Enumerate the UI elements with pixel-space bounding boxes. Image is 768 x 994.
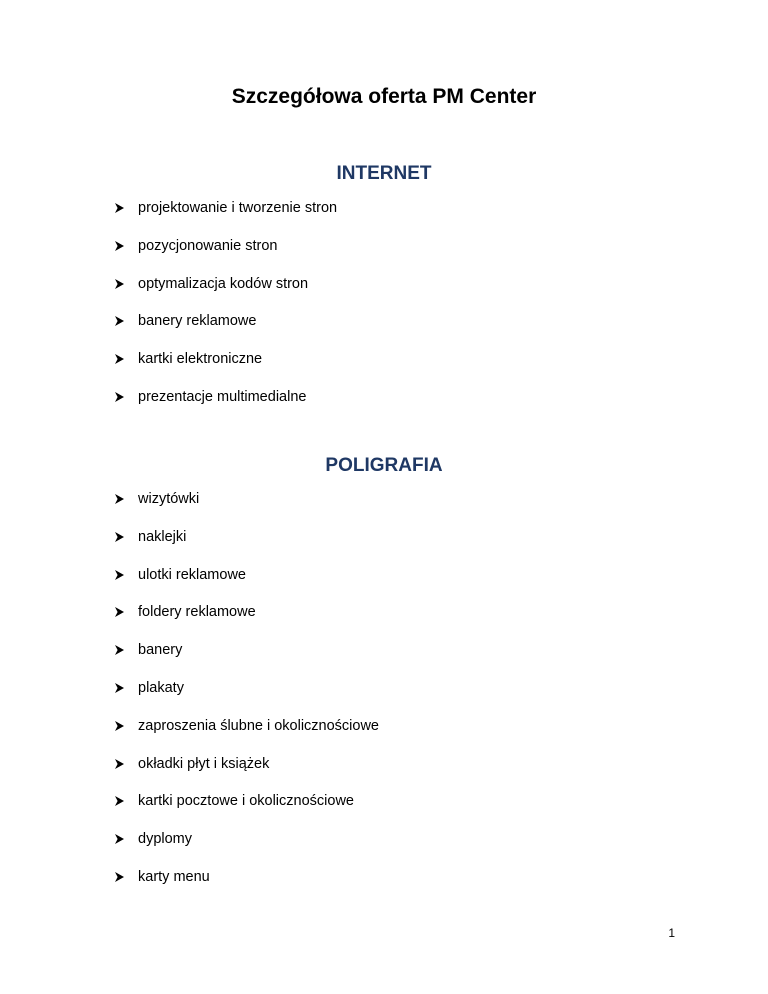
list-item	[114, 490, 379, 528]
list-item	[114, 237, 337, 275]
list-item	[114, 603, 379, 641]
section-heading-poligrafia: POLIGRAFIA	[325, 455, 443, 476]
list-item-label: prezentacje multimedialne	[138, 388, 307, 405]
offer-list-poligrafia	[114, 490, 379, 906]
arrowhead-bullet-icon	[114, 830, 138, 848]
list-item-label: projektowanie i tworzenie stron	[138, 200, 338, 216]
section-heading-internet: INTERNET	[336, 163, 432, 184]
list-item	[114, 275, 337, 313]
arrowhead-bullet-icon	[114, 388, 138, 406]
list-item	[114, 388, 337, 426]
list-item	[114, 717, 379, 755]
list-item	[114, 792, 379, 830]
page-title: Szczegółowa oferta PM Center	[231, 85, 537, 108]
offer-list-internet	[114, 199, 337, 426]
list-item	[114, 868, 379, 906]
page-number: 1	[668, 926, 675, 940]
list-item-label: naklejki	[138, 528, 187, 545]
list-item-label: karty menu	[138, 868, 210, 885]
list-item	[114, 528, 379, 566]
arrowhead-bullet-icon	[114, 868, 138, 886]
arrowhead-bullet-icon	[114, 755, 138, 773]
list-item	[114, 679, 379, 717]
list-item-label: pozycjonowanie stron	[138, 237, 278, 254]
list-item-label: wizytówki	[138, 491, 200, 507]
list-item	[114, 199, 337, 237]
list-item-label: banery	[138, 642, 183, 659]
arrowhead-bullet-icon	[114, 237, 138, 255]
list-item-label: zaproszenia ślubne i okolicznościowe	[138, 717, 379, 734]
list-item-label: foldery reklamowe	[138, 604, 256, 621]
list-item	[114, 350, 337, 388]
list-item	[114, 830, 379, 868]
arrowhead-bullet-icon	[114, 717, 138, 735]
arrowhead-bullet-icon	[114, 350, 138, 368]
list-item	[114, 755, 379, 793]
arrowhead-bullet-icon	[114, 679, 138, 697]
list-item-label: ulotki reklamowe	[138, 566, 246, 583]
arrowhead-bullet-icon	[114, 275, 138, 293]
arrowhead-bullet-icon	[114, 792, 138, 810]
arrowhead-bullet-icon	[114, 312, 138, 330]
list-item	[114, 566, 379, 604]
list-item-label: plakaty	[138, 679, 184, 696]
list-item	[114, 641, 379, 679]
list-item-label: okładki płyt i książek	[138, 755, 270, 772]
list-item-label: dyplomy	[138, 831, 192, 848]
list-item-label: optymalizacja kodów stron	[138, 275, 309, 292]
list-item-label: kartki pocztowe i okolicznościowe	[138, 793, 354, 810]
arrowhead-bullet-icon	[114, 566, 138, 584]
list-item-label: kartki elektroniczne	[138, 351, 263, 368]
arrowhead-bullet-icon	[114, 528, 138, 546]
arrowhead-bullet-icon	[114, 641, 138, 659]
arrowhead-bullet-icon	[114, 603, 138, 621]
list-item	[114, 312, 337, 350]
list-item-label: banery reklamowe	[138, 313, 257, 330]
arrowhead-bullet-icon	[114, 490, 138, 508]
arrowhead-bullet-icon	[114, 199, 138, 217]
